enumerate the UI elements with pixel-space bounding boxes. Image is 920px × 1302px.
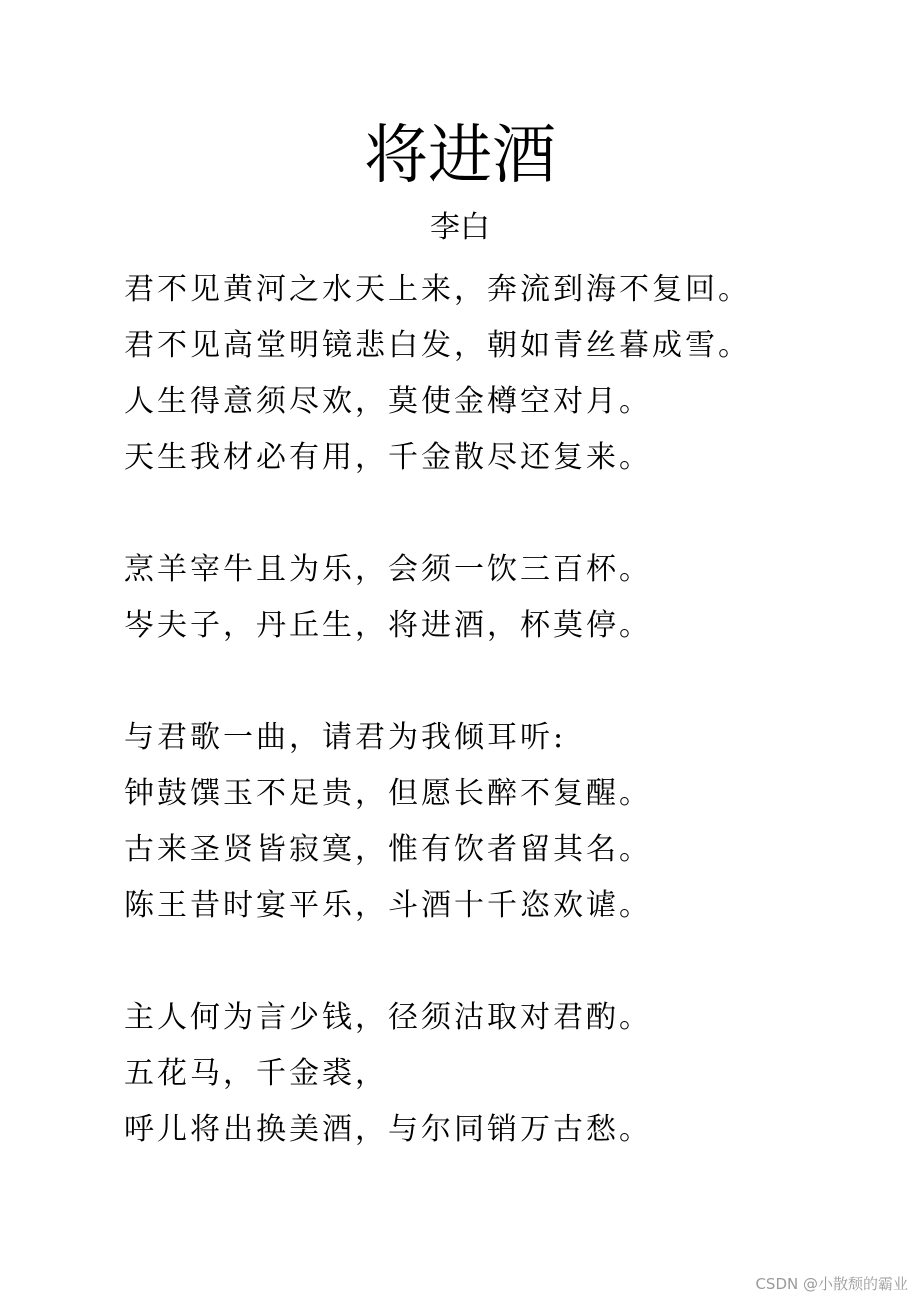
- poem-line: 君不见黄河之水天上来，奔流到海不复回。: [124, 272, 751, 307]
- poem-line: 天生我材必有用，千金散尽还复来。: [124, 440, 652, 475]
- poem-line: 呼儿将出换美酒，与尔同销万古愁。: [124, 1112, 652, 1147]
- poem-line: 烹羊宰牛且为乐，会须一饮三百杯。: [124, 552, 652, 587]
- poem-line: 君不见高堂明镜悲白发，朝如青丝暮成雪。: [124, 328, 751, 363]
- poem-line: 人生得意须尽欢，莫使金樽空对月。: [124, 384, 652, 419]
- poem-line: 主人何为言少钱，径须沽取对君酌。: [124, 1000, 652, 1035]
- poem-title: 将进酒: [364, 119, 556, 193]
- stanza-1: [124, 262, 824, 486]
- poem-line: 与君歌一曲，请君为我倾耳听:: [124, 720, 567, 755]
- stanza-2: [124, 542, 824, 654]
- poem-line: 岑夫子，丹丘生，将进酒，杯莫停。: [124, 608, 652, 643]
- watermark-text: CSDN @小散颓的霸业: [755, 1275, 908, 1293]
- poem-line: 钟鼓馔玉不足贵，但愿长醉不复醒。: [124, 776, 652, 811]
- stanza-3: [124, 710, 824, 934]
- stanza-4: [124, 990, 824, 1158]
- poem-line: 陈王昔时宴平乐，斗酒十千恣欢谑。: [124, 888, 652, 923]
- poem-line: 古来圣贤皆寂寞，惟有饮者留其名。: [124, 832, 652, 867]
- poem-body: [124, 262, 824, 1214]
- poem-line: 五花马，千金裘，: [124, 1056, 388, 1091]
- poem-author: 李白: [430, 210, 490, 245]
